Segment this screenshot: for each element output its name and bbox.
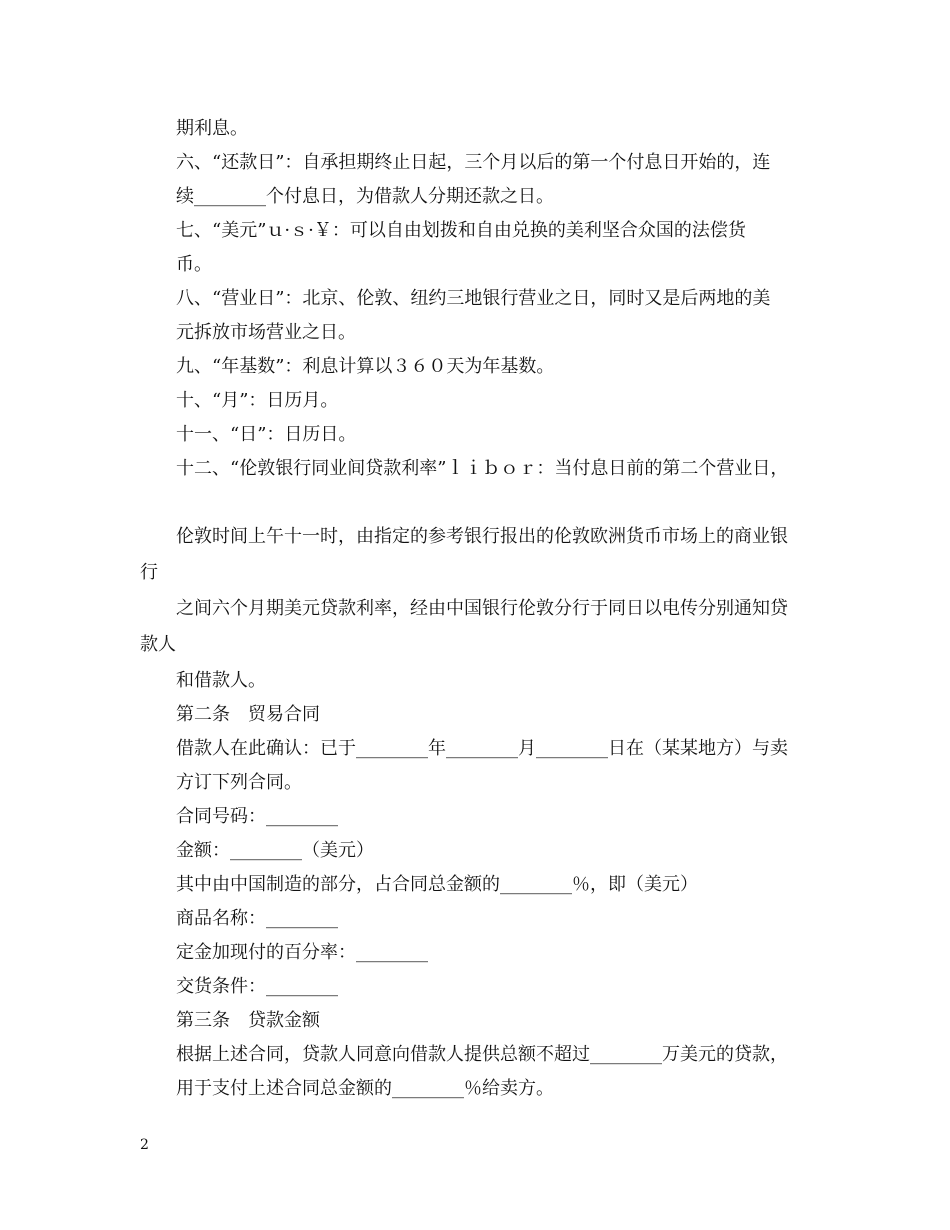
text-line: 续________个付息日，为借款人分期还款之日。 [176,186,554,207]
text-line: 八、“营业日”：北京、伦敦、纽约三地银行营业之日，同时又是后两地的美 [176,288,771,309]
text-line: 伦敦时间上午十一时，由指定的参考银行报出的伦敦欧洲货币市场上的商业银 [176,526,788,547]
text-line: 六、“还款日”：自承担期终止日起，三个月以后的第一个付息日开始的，连 [176,152,771,173]
text-line: 商品名称：________ [176,908,338,929]
page-number: 2 [140,1137,149,1153]
text-line: 行 [140,562,158,583]
text-line: 借款人在此确认：已于________年________月________日在（某某地方）与卖 [176,738,788,759]
text-line: 款人 [140,634,176,655]
text-line: 七、“美元”ｕ·ｓ·￥：可以自由划拨和自由兑换的美利坚合众国的法偿货 [176,220,746,241]
text-line: 期利息。 [176,118,248,139]
text-line: 金额：________（美元） [176,840,374,861]
text-line: 交货条件：________ [176,976,338,997]
article-heading: 第二条 贸易合同 [176,704,320,725]
text-line: 十一、“日”：日历日。 [176,424,357,445]
text-line: 元拆放市场营业之日。 [176,322,356,343]
text-line: 九、“年基数”：利息计算以３６０天为年基数。 [176,356,555,377]
text-line: 其中由中国制造的部分，占合同总金额的________％，即（美元） [176,874,698,895]
text-line: 币。 [176,254,212,275]
text-line: 用于支付上述合同总金额的________％给卖方。 [176,1078,554,1099]
text-line: 方订下列合同。 [176,772,302,793]
text-line: 根据上述合同，贷款人同意向借款人提供总额不超过________万美元的贷款， [176,1044,788,1065]
text-line: 十、“月”：日历月。 [176,390,339,411]
text-line: 十二、“伦敦银行同业间贷款利率”ｌｉｂｏｒ：当付息日前的第二个营业日， [176,458,789,479]
text-line: 和借款人。 [176,670,266,691]
article-heading: 第三条 贷款金额 [176,1010,320,1031]
text-line: 定金加现付的百分率：________ [176,942,428,963]
text-line: 之间六个月期美元贷款利率，经由中国银行伦敦分行于同日以电传分别通知贷 [176,598,788,619]
text-line: 合同号码：________ [176,806,338,827]
